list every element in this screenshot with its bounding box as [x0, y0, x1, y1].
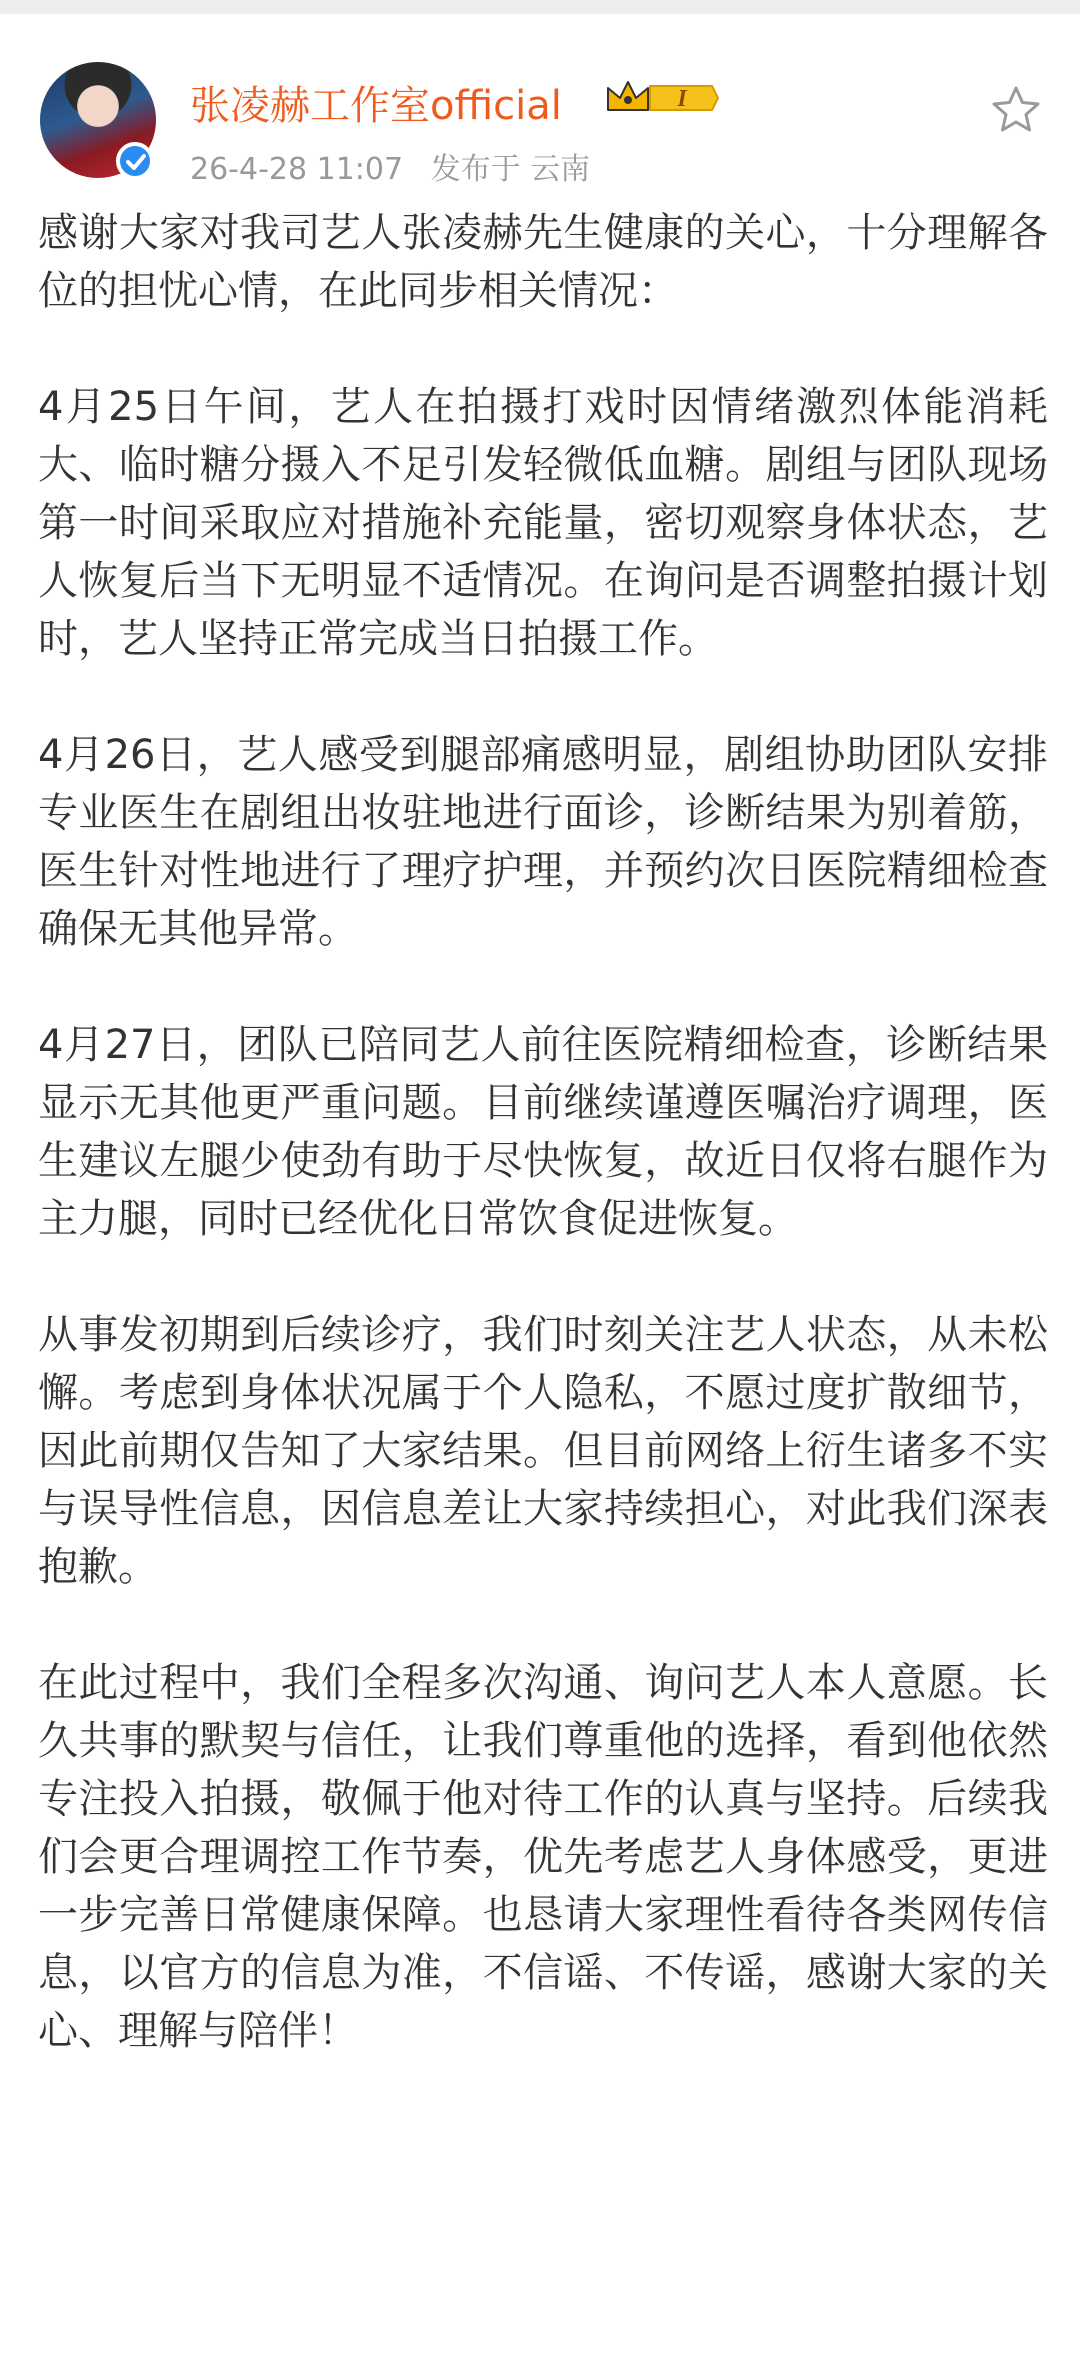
vip-level: I	[677, 86, 687, 112]
post-paragraph-4: 4月27日，团队已陪同艺人前往医院精细检查，诊断结果显示无其他更严重问题。目前继续谨遵医嘱治疗调理，医生建议左腿少使劲有助于尽快恢复，故近日仅将右腿作为主力腿，同时已经优化日常饮食促进恢复。	[38, 1022, 1048, 1242]
post-paragraph-1: 感谢大家对我司艺人张凌赫先生健康的关心，十分理解各位的担忧心情，在此同步相关情况：	[38, 210, 1048, 314]
post-paragraph-6: 在此过程中，我们全程多次沟通、询问艺人本人意愿。长久共事的默契与信任，让我们尊重他的选择，看到他依然专注投入拍摄，敬佩于他对待工作的认真与坚持。后续我们会更合理调控工作节奏，优先考虑艺人身体感受，更进一步完善日常健康保障。也恳请大家理性看待各类网传信息，以官方的信息为准，不信谣、不传谣，感谢大家的关心、理解与陪伴！	[38, 1660, 1048, 2054]
post-header	[0, 14, 1080, 187]
author-name[interactable]: 张凌赫工作室official	[190, 83, 562, 129]
post-body	[38, 204, 1048, 2060]
post-paragraph-2: 4月25日午间，艺人在拍摄打戏时因情绪激烈体能消耗大、临时糖分摄入不足引发轻微低血糖。剧组与团队现场第一时间采取应对措施补充能量，密切观察身体状态，艺人恢复后当下无明显不适情况。在询问是否调整拍摄计划时，艺人坚持正常完成当日拍摄工作。	[38, 384, 1048, 662]
post-location: 发布于 云南	[430, 152, 591, 187]
top-divider	[0, 0, 1080, 14]
post-paragraph-3: 4月26日，艺人感受到腿部痛感明显，剧组协助团队安排专业医生在剧组出妆驻地进行面诊，诊断结果为别着筋，医生针对性地进行了理疗护理，并预约次日医院精细检查确保无其他异常。	[38, 732, 1048, 952]
post-paragraph-5: 从事发初期到后续诊疗，我们时刻关注艺人状态，从未松懈。考虑到身体状况属于个人隐私，不愿过度扩散细节，因此前期仅告知了大家结果。但目前网络上衍生诸多不实与误导性信息，因信息差让大家持续担心，对此我们深表抱歉。	[38, 1312, 1048, 1590]
post-date: 26-4-28 11:07	[190, 152, 404, 187]
verified-icon	[116, 142, 154, 180]
favorite-star-icon[interactable]	[990, 84, 1042, 136]
post-meta	[190, 144, 608, 188]
crown-vip-icon[interactable]	[604, 78, 722, 118]
